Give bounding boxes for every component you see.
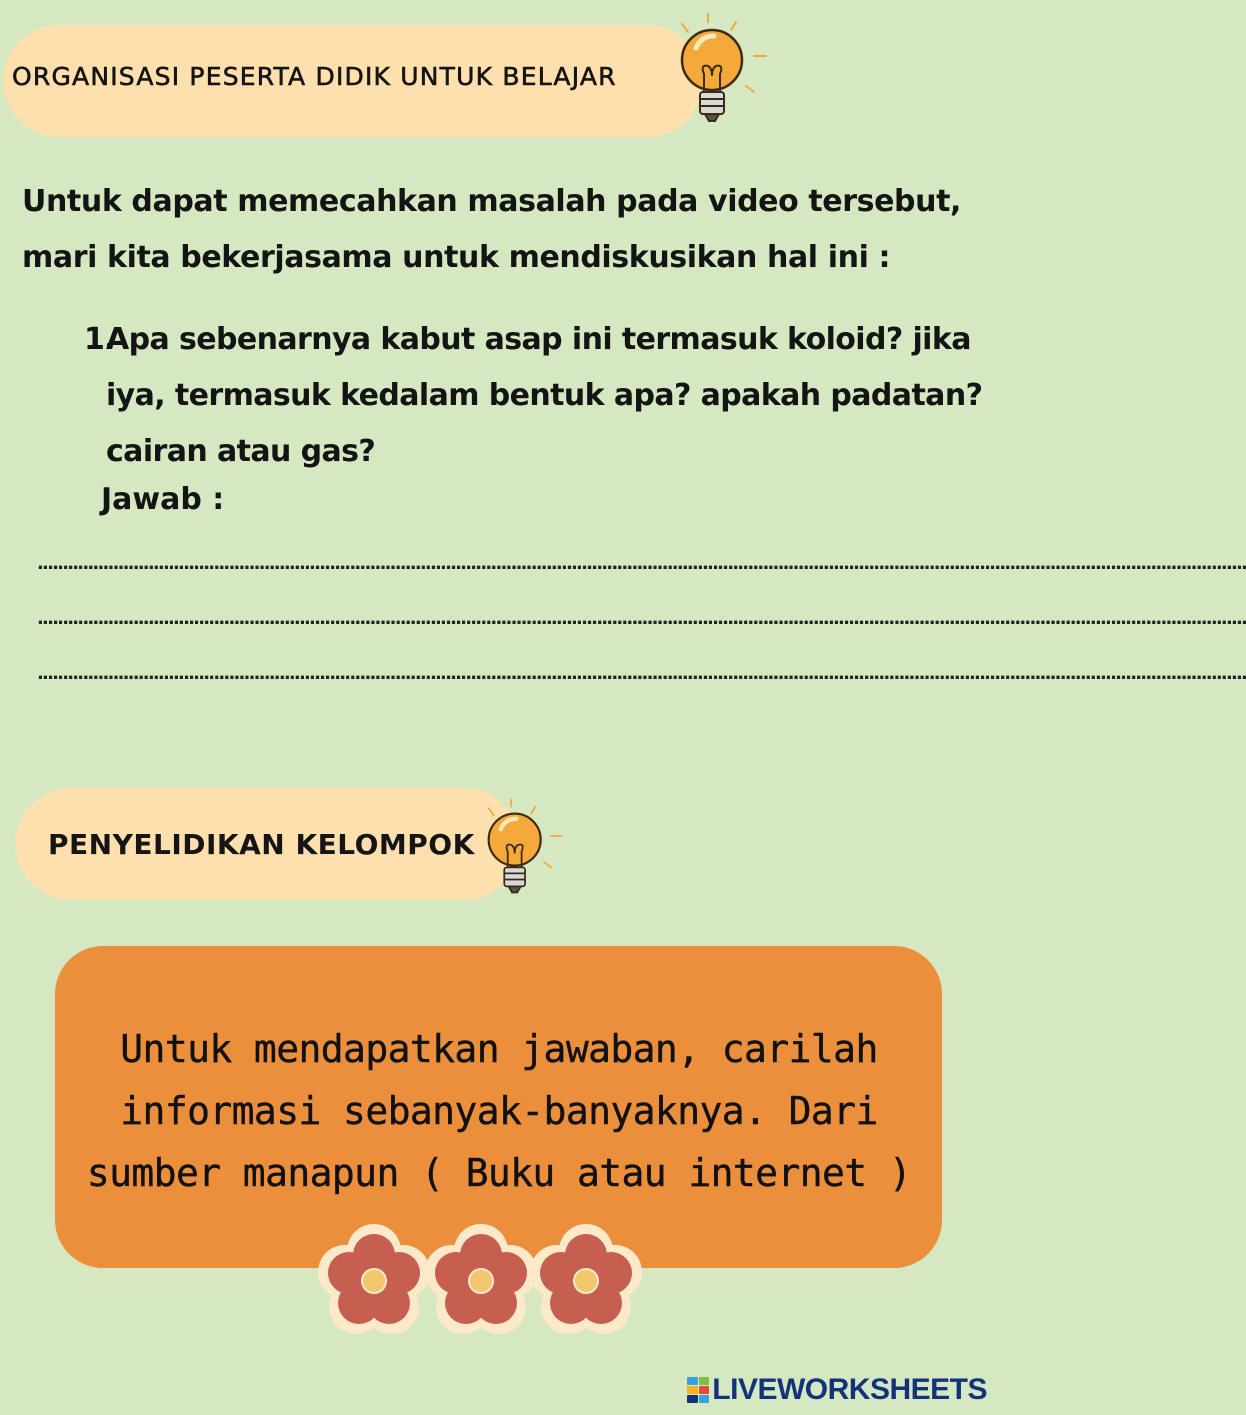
question-text: Apa sebenarnya kabut asap ini termasuk koloid? jika iya, termasuk kedalam bentuk apa? apakah padatan? cairan atau gas? <box>106 322 983 469</box>
flower-icon <box>320 1227 428 1335</box>
flower-icon <box>427 1227 535 1335</box>
liveworksheets-logo-icon <box>687 1377 709 1403</box>
info-box-text: Untuk mendapatkan jawaban, carilah informasi sebanyak-banyaknya. Dari sumber manapun ( Buku atau internet ) <box>86 1027 912 1195</box>
brand-text: LIVEWORKSHEETS <box>712 1373 987 1406</box>
intro-paragraph: Untuk dapat memecahkan masalah pada video tersebut, mari kita bekerjasama untuk mendiskusikan hal ini : <box>22 184 962 275</box>
brand-watermark[interactable] <box>687 1372 987 1408</box>
lightbulb-icon <box>468 798 570 902</box>
answer-line[interactable]: ................................................................................................................................................................................................................................................ <box>37 663 1246 684</box>
question-number: 1. <box>84 322 115 357</box>
lightbulb-icon <box>662 12 772 132</box>
flower-icon <box>532 1227 640 1335</box>
answer-line[interactable]: ................................................................................................................................................................................................................................................ <box>37 553 1246 574</box>
section-title-penyelidikan: PENYELIDIKAN KELOMPOK <box>48 828 475 861</box>
answer-label: Jawab : <box>101 482 225 517</box>
section-title-organisasi: ORGANISASI PESERTA DIDIK UNTUK BELAJAR <box>12 62 617 91</box>
answer-line[interactable]: ................................................................................................................................................................................................................................................ <box>37 608 1246 629</box>
